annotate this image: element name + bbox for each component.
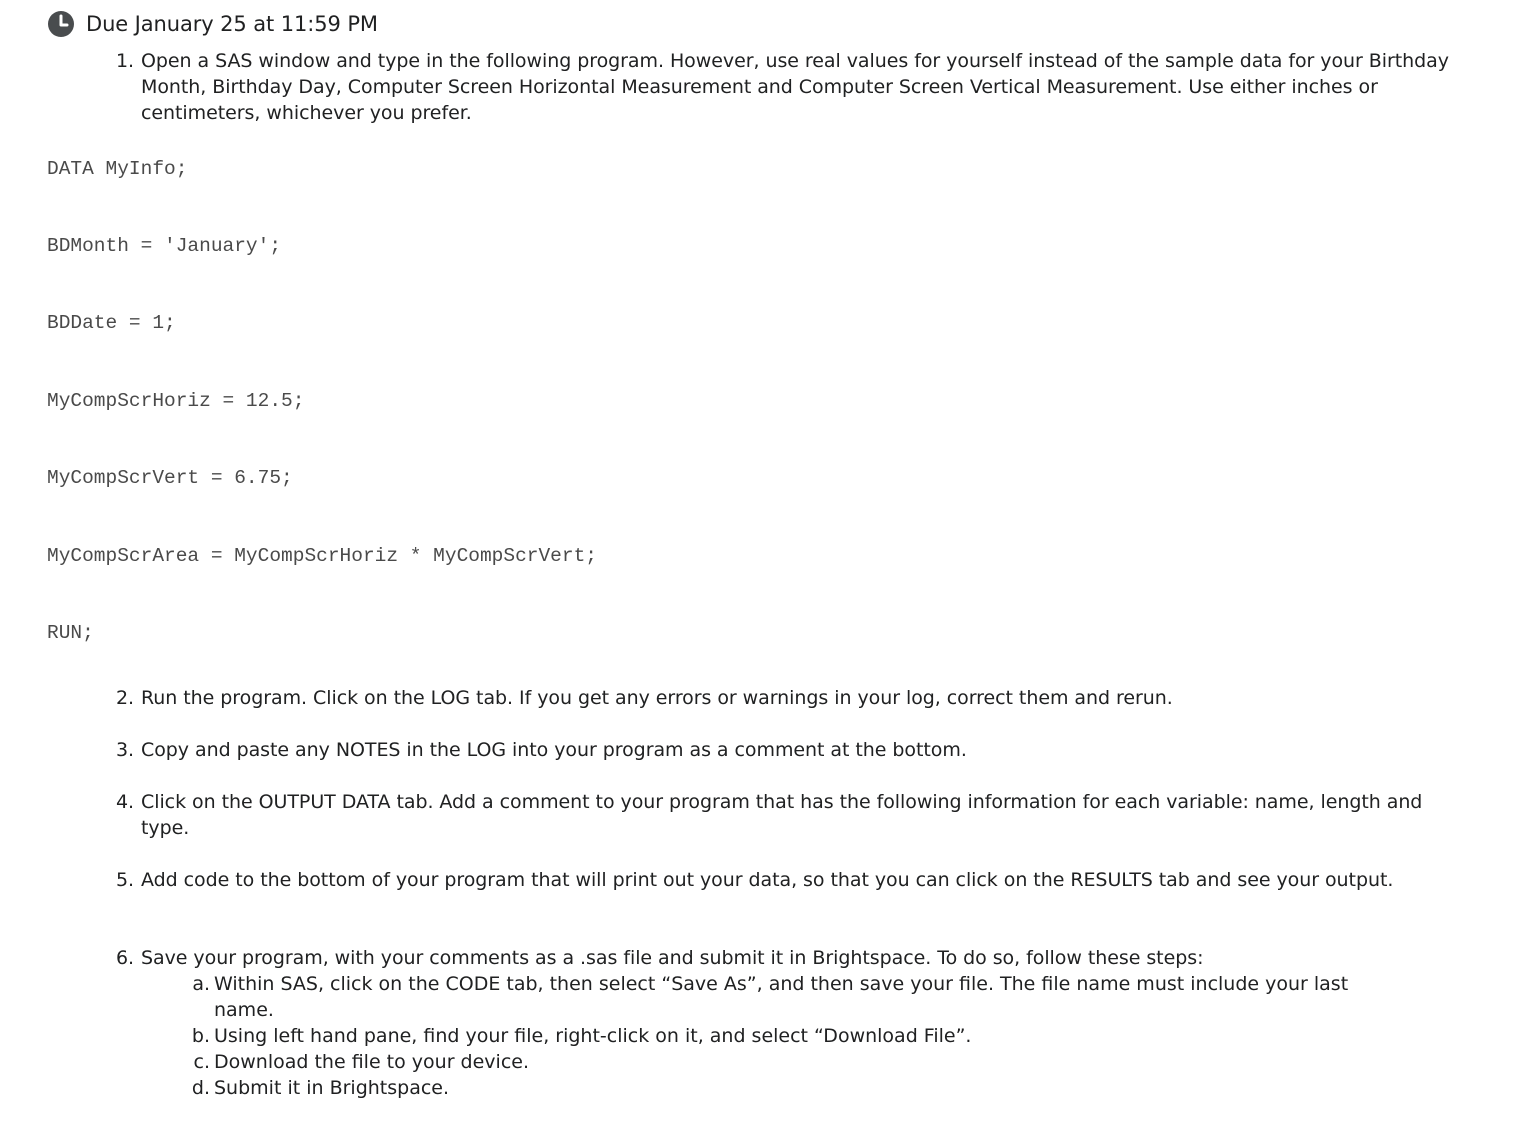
due-date-row (47, 8, 378, 40)
step-number: 2. (116, 687, 135, 709)
substep-letter: c. (193, 1051, 210, 1073)
step-text: Run the program. Click on the LOG tab. If you get any errors or warnings in your log, correct them and rerun. (141, 687, 1173, 709)
code-line: RUN; (47, 622, 94, 644)
code-line: MyCompScrArea = MyCompScrHoriz * MyCompScrVert; (47, 545, 597, 567)
substep-text: Within SAS, click on the CODE tab, then select “Save As”, and then save your file. The file name must include your last name. (214, 973, 1349, 1021)
step-number: 3. (116, 739, 135, 761)
code-line: DATA MyInfo; (47, 158, 188, 180)
substep-letter: d. (191, 1077, 210, 1099)
code-line: MyCompScrHoriz = 12.5; (47, 390, 305, 412)
step-number: 6. (116, 947, 135, 969)
clock-icon (47, 10, 75, 38)
code-line: MyCompScrVert = 6.75; (47, 467, 293, 489)
step-text: Click on the OUTPUT DATA tab. Add a comment to your program that has the following information for each variable: name, length and type. (141, 791, 1423, 839)
step-text: Open a SAS window and type in the following program. However, use real values for yourself instead of the sample data for your Birthday Month, Birthday Day, Computer Screen Horizontal Measurement and Computer Screen Vertical Measurement. Use either inches or centimeters, whichever you prefer. (141, 50, 1449, 124)
code-line: BDDate = 1; (47, 312, 176, 334)
step-number: 4. (116, 791, 135, 813)
due-date-text: Due January 25 at 11:59 PM (86, 12, 378, 36)
step-number: 5. (116, 869, 135, 891)
step-text: Copy and paste any NOTES in the LOG into your program as a comment at the bottom. (141, 739, 967, 761)
code-line: BDMonth = 'January'; (47, 235, 282, 257)
substep-text: Using left hand pane, find your file, right-click on it, and select “Download File”. (214, 1025, 972, 1047)
substep-letter: a. (192, 973, 210, 995)
substep-text: Submit it in Brightspace. (214, 1077, 450, 1099)
step-number: 1. (116, 50, 135, 72)
step-text: Save your program, with your comments as a .sas file and submit it in Brightspace. To do so, follow these steps: (141, 947, 1204, 969)
substep-text: Download the file to your device. (214, 1051, 530, 1073)
step-text: Add code to the bottom of your program that will print out your data, so that you can click on the RESULTS tab and see your output. (141, 869, 1394, 891)
substep-letter: b. (191, 1025, 210, 1047)
